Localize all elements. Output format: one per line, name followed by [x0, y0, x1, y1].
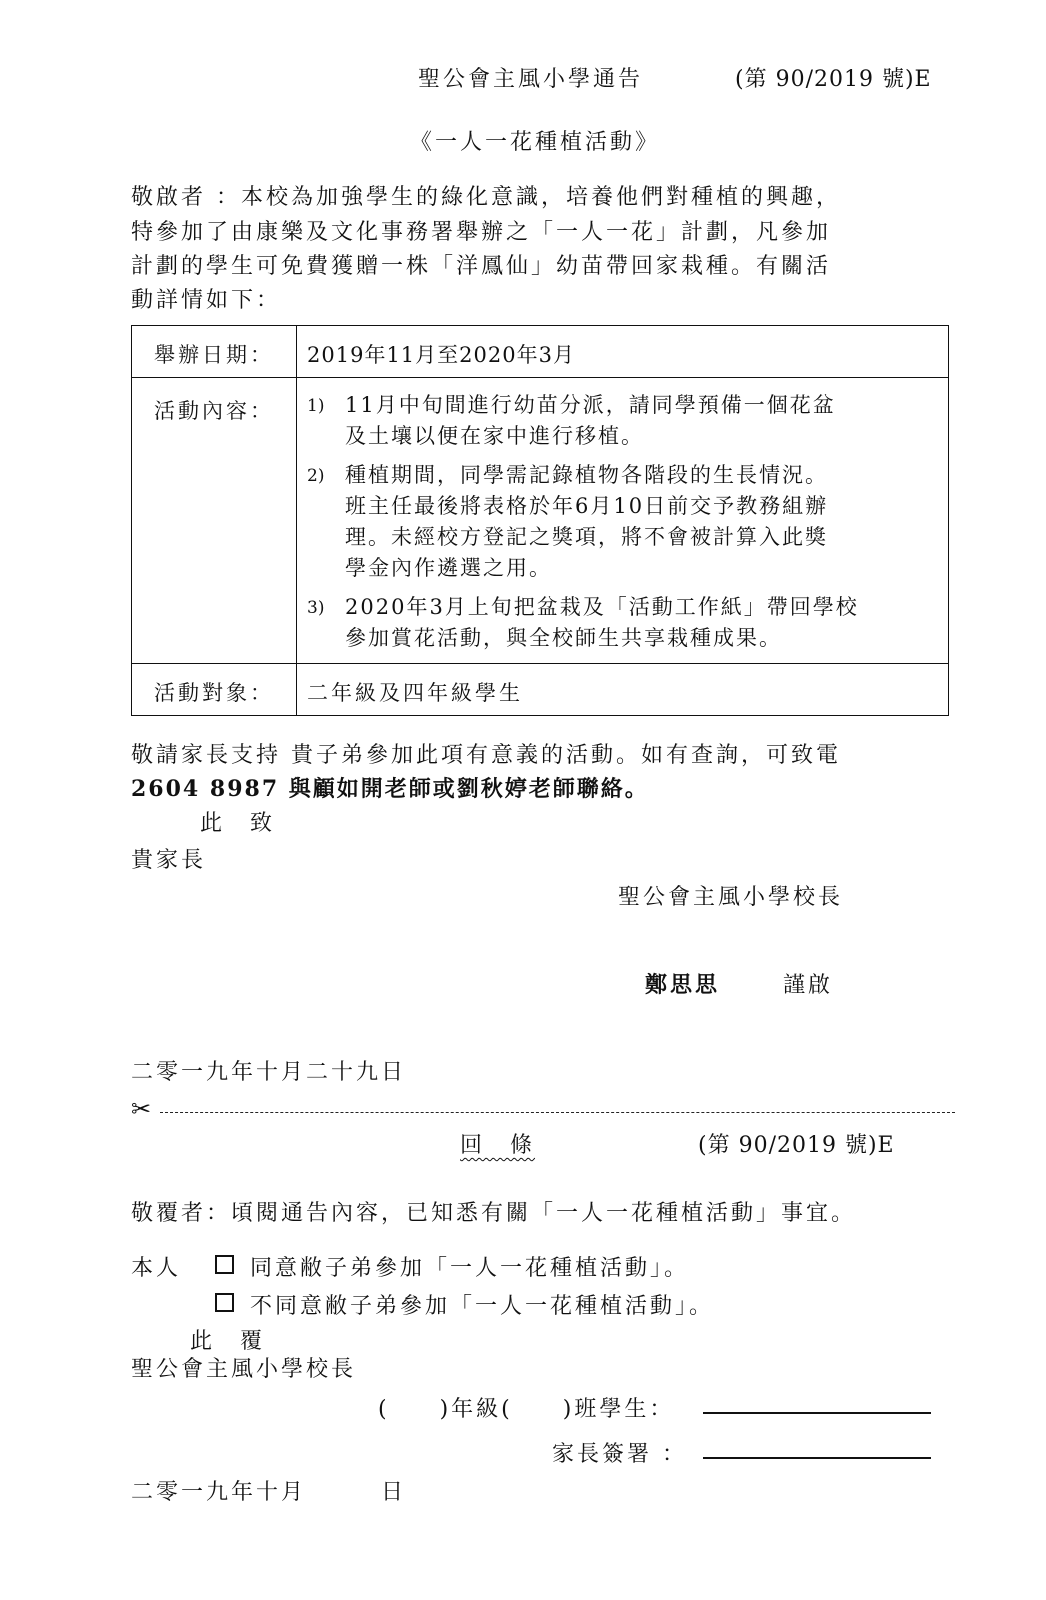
item-line: 班主任最後將表格於年6月10日前交予教務組辦: [345, 494, 829, 518]
ci-fu: 此 覆: [190, 1329, 266, 1354]
date-value: 2019年11月至2020年3月: [297, 326, 949, 378]
notice-reference: (第 90/2019 號)E: [735, 67, 932, 92]
scissors-icon: ✂: [131, 1095, 152, 1123]
activity-details-table: [131, 325, 949, 716]
reply-date: 二零一九年十月 日: [131, 1480, 407, 1505]
table-row-date: [132, 326, 949, 378]
cut-line: [160, 1112, 955, 1113]
content-label: 活動內容：: [132, 378, 297, 664]
item-number: 3): [307, 598, 325, 618]
content-item-2: [297, 460, 948, 584]
item-line: 及土壤以便在家中進行移植。: [345, 424, 644, 448]
content-item-3: [297, 592, 948, 654]
item-line: 理。未經校方登記之獎項，將不會被計算入此獎: [345, 525, 828, 549]
agree-option-label: 同意敝子弟參加「一人一花種植活動」。: [250, 1256, 690, 1281]
parent-signature-field[interactable]: [703, 1457, 931, 1459]
item-number: 1): [307, 396, 325, 416]
principal-title: 聖公會主風小學校長: [618, 885, 844, 910]
school-notice-title: 聖公會主風小學通告: [418, 67, 644, 92]
disagree-option-label: 不同意敝子弟參加「一人一花種植活動」。: [250, 1294, 715, 1319]
intro-line-3: 計劃的學生可免費獲贈一株「洋鳳仙」幼苗帶回家栽種。有關活: [131, 254, 832, 279]
student-name-field[interactable]: [703, 1412, 931, 1414]
item-number: 2): [307, 466, 325, 486]
intro-line-4: 動詳情如下：: [131, 288, 282, 313]
date-label: 舉辦日期：: [132, 326, 297, 378]
class-line-label: ( )年級( )班學生：: [378, 1397, 675, 1422]
intro-line-1: 敬啟者 ：本校為加強學生的綠化意識，培養他們對種植的興趣，: [131, 185, 841, 210]
item-line: 11月中旬間進行幼苗分派，請同學預備一個花盆: [345, 393, 836, 417]
reply-slip-title: 回 條: [460, 1133, 536, 1158]
ci-zhi: 此 致: [200, 811, 276, 836]
signer-suffix: 謹啟: [783, 973, 834, 998]
agree-checkbox[interactable]: [215, 1254, 234, 1274]
item-line: 種植期間，同學需記錄植物各階段的生長情況。: [345, 463, 828, 487]
content-items: [297, 378, 949, 664]
reply-to: 聖公會主風小學校長: [131, 1357, 357, 1382]
content-item-1: [297, 390, 948, 452]
item-line: 參加賞花活動，與全校師生共享栽種成果。: [345, 626, 782, 650]
reply-reference: (第 90/2019 號)E: [698, 1133, 895, 1158]
recipient: 貴家長: [131, 848, 207, 873]
disagree-checkbox[interactable]: [215, 1292, 234, 1312]
closing-line-1: 敬請家長支持 貴子弟參加此項有意義的活動。如有查詢，可致電: [131, 743, 841, 768]
signer-name: 鄭思思: [645, 972, 721, 998]
activity-title: 《一人一花種植活動》: [410, 130, 661, 155]
closing-line-2: 2604 8987 與顧如開老師或劉秋婷老師聯絡。: [131, 776, 649, 802]
table-row-content: [132, 378, 949, 664]
table-row-target: [132, 664, 949, 716]
item-line: 2020年3月上旬把盆栽及「活動工作紙」帶回學校: [345, 595, 859, 619]
notice-date: 二零一九年十月二十九日: [131, 1060, 407, 1085]
target-value: 二年級及四年級學生: [297, 664, 949, 716]
parent-signature-label: 家長簽署 ：: [552, 1442, 687, 1467]
ben-ren-label: 本人: [131, 1256, 182, 1281]
item-line: 學金內作遴選之用。: [345, 556, 552, 580]
target-label: 活動對象：: [132, 664, 297, 716]
intro-line-2: 特參加了由康樂及文化事務署舉辦之「一人一花」計劃，凡參加: [131, 220, 832, 245]
reply-intro: 敬覆者：頃閱通告內容，已知悉有關「一人一花種植活動」事宜。: [131, 1201, 857, 1226]
